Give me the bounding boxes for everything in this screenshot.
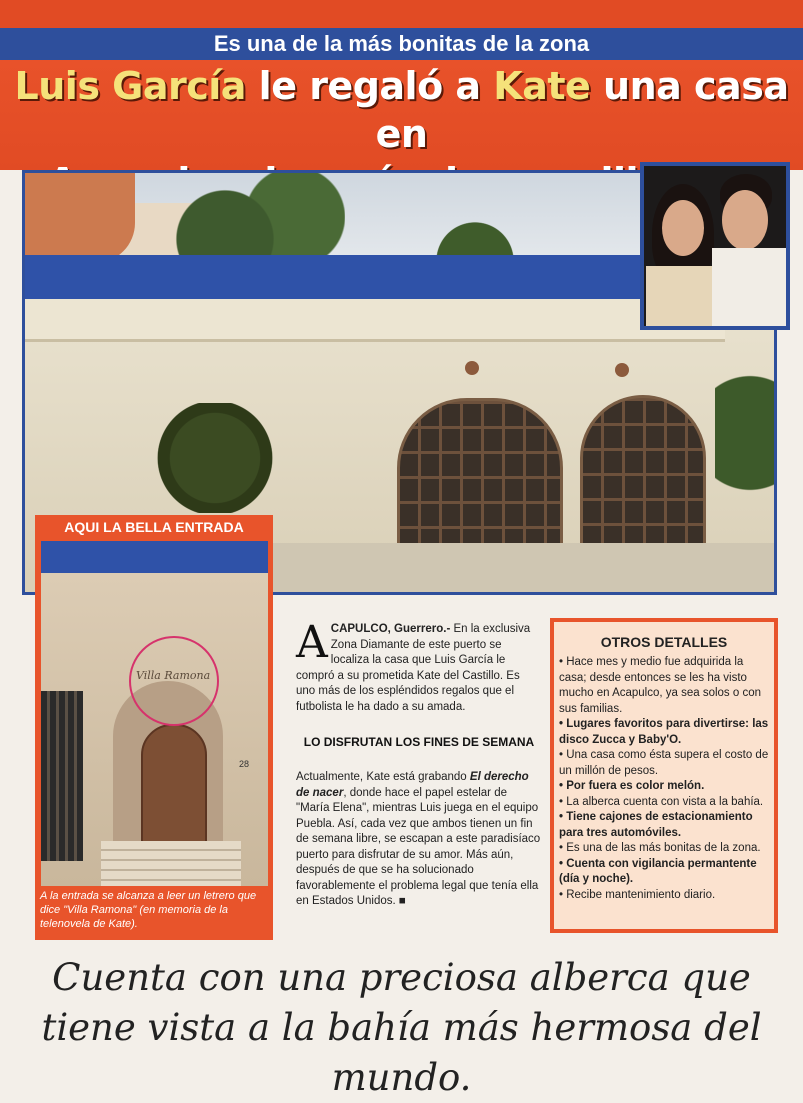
wall-ledge <box>25 299 725 342</box>
bottom-pull-quote: Cuenta con una preciosa alberca que tiene vista a la bahía más hermosa del mundo. <box>41 956 762 1099</box>
article-text: Actualmente, Kate está grabando <box>296 771 470 783</box>
window-grille <box>41 691 83 861</box>
garage-gate <box>397 398 563 554</box>
face <box>722 190 768 250</box>
headline-text-1: le regaló a <box>245 64 494 108</box>
article-subhead: LO DISFRUTAN LOS FINES DE SEMANA <box>303 735 535 749</box>
entrance-steps <box>101 841 241 886</box>
drop-cap: A <box>296 617 328 668</box>
top-banner-strip <box>0 0 803 28</box>
article-paragraph-2 <box>296 770 542 910</box>
entrance-label: AQUI LA BELLA ENTRADA <box>64 519 244 535</box>
details-item: • Recibe mantenimiento diario. <box>559 888 716 901</box>
house-number: 28 <box>239 759 250 769</box>
pool-tile-band <box>41 541 268 573</box>
article-intro <box>296 617 542 715</box>
details-item: • Lugares favoritos para divertirse: las disco Zucca y Baby'O. <box>559 718 769 746</box>
porthole-window <box>465 361 479 375</box>
villa-sign: Villa Ramona <box>136 669 211 682</box>
details-item: • Cuenta con vigilancia permantente (día y noche). <box>559 857 757 885</box>
entrance-photo <box>41 541 268 886</box>
driveway <box>265 543 777 595</box>
headline-text-2: una casa en <box>375 64 789 156</box>
clothing <box>712 248 790 330</box>
details-item: • Por fuera es color melón. <box>559 780 705 792</box>
headline-name-kate: Kate <box>493 64 591 108</box>
greenery <box>715 353 777 553</box>
dateline: CAPULCO, Guerrero.- <box>330 623 451 635</box>
details-item: • La alberca cuenta con vista a la bahía. <box>559 795 764 808</box>
face <box>662 200 704 256</box>
porthole-window <box>615 363 629 377</box>
article-text: , donde hace el papel estelar de "María Elena", mientras Luis juega en el equipo Puebla. Así, cada vez que ambos tienen un fin de semana libre, se escapan a este paradisíaco puerto para disfrutar de su amor. Más aún, después de que se ha solucionado favorablemente el problema legal que tenía ella en Estados Unidos. ■ <box>296 786 541 907</box>
neighbor-roof <box>25 173 135 263</box>
details-item: • Hace mes y medio fue adquirida la casa; desde entonces se les ha visto mucho en Acapulco, ya sea solos o con sus familias. <box>559 656 762 715</box>
couple-photo <box>640 162 790 330</box>
details-item: • Una casa como ésta supera el costo de un millón de pesos. <box>559 749 769 777</box>
wooden-door <box>141 724 207 843</box>
telenovela-title: El derecho de nacer <box>296 771 529 799</box>
details-item: • Tiene cajones de estacionamiento para tres automóviles. <box>559 811 753 839</box>
clothing <box>646 266 716 330</box>
details-item: • Es una de las más bonitas de la zona. <box>559 842 761 854</box>
article-paragraph-1: En la exclusiva Zona Diamante de este puerto se localiza la casa que Luis García le compró a su prometida Kate del Castillo. Es uno más de los espléndidos regalos que el futbolista le ha dado a su amada. <box>296 623 531 713</box>
bush <box>155 403 275 513</box>
kicker-bar: Es una de la más bonitas de la zona <box>0 28 803 60</box>
headline-name-luis: Luis García <box>14 64 246 108</box>
garage-gate <box>580 395 706 551</box>
details-list <box>559 655 773 903</box>
entrance-caption: A la entrada se alcanza a leer un letrero que dice "Villa Ramona" (en memoria de la telenovela de Kate). <box>40 890 257 930</box>
details-title: OTROS DETALLES <box>600 634 728 650</box>
